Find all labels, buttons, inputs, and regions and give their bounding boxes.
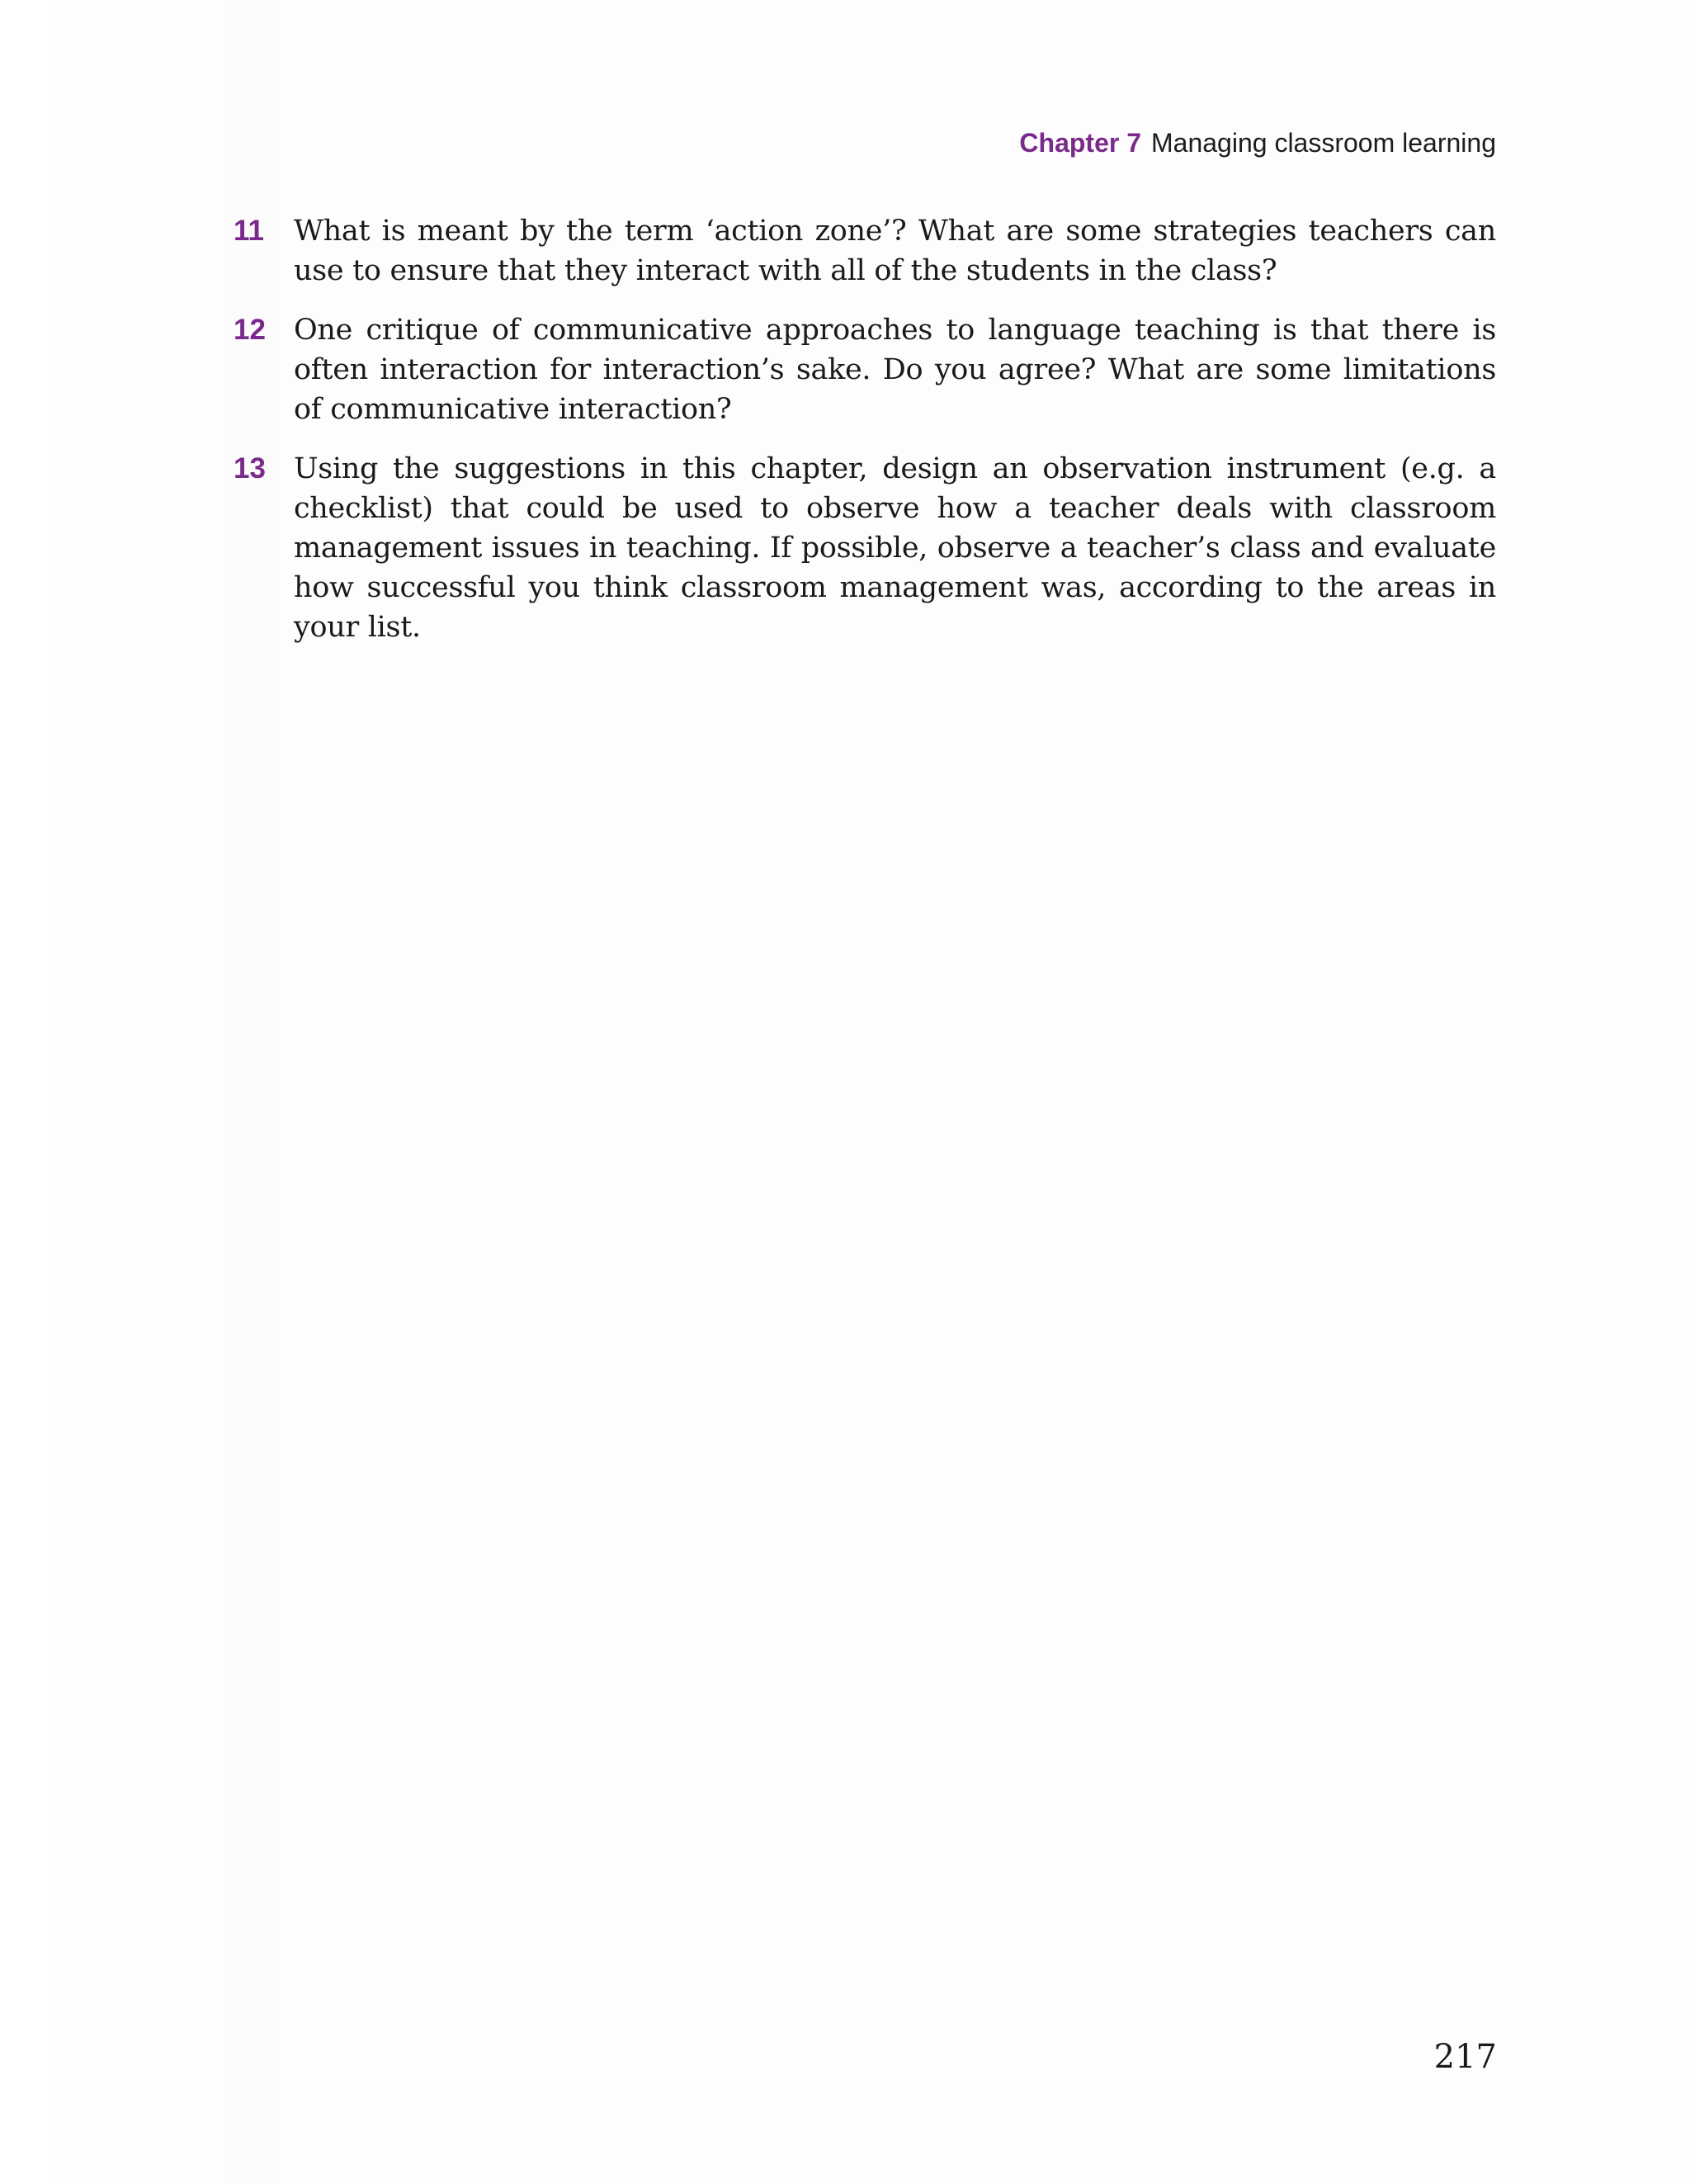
question-item bbox=[234, 449, 1496, 647]
question-list bbox=[234, 211, 1496, 667]
page-gutter-shade bbox=[0, 0, 272, 2184]
question-number: 12 bbox=[234, 314, 266, 346]
running-header bbox=[1019, 126, 1496, 159]
question-text: One critique of communicative approaches to language teaching is that there is often interaction for interaction’s sake. Do you agree? What are some limitations of communicative interaction? bbox=[294, 314, 1496, 426]
question-number: 13 bbox=[234, 452, 266, 485]
question-item bbox=[234, 211, 1496, 291]
chapter-label: Chapter 7 bbox=[1019, 128, 1141, 158]
page-number: 217 bbox=[1433, 2038, 1497, 2076]
question-text: Using the suggestions in this chapter, design an observation instrument (e.g. a checklist) that could be used to observe how a teacher deals with classroom management issues in teaching. If possible, observe a teacher’s class and evaluate how successful you think classroom management was, according to the areas in your list. bbox=[294, 452, 1496, 644]
question-item bbox=[234, 310, 1496, 429]
question-text: What is meant by the term ‘action zone’? What are some strategies teachers can use to ensure that they interact with all of the students in the class? bbox=[294, 215, 1496, 287]
chapter-title: Managing classroom learning bbox=[1151, 128, 1496, 158]
question-number: 11 bbox=[234, 215, 264, 247]
